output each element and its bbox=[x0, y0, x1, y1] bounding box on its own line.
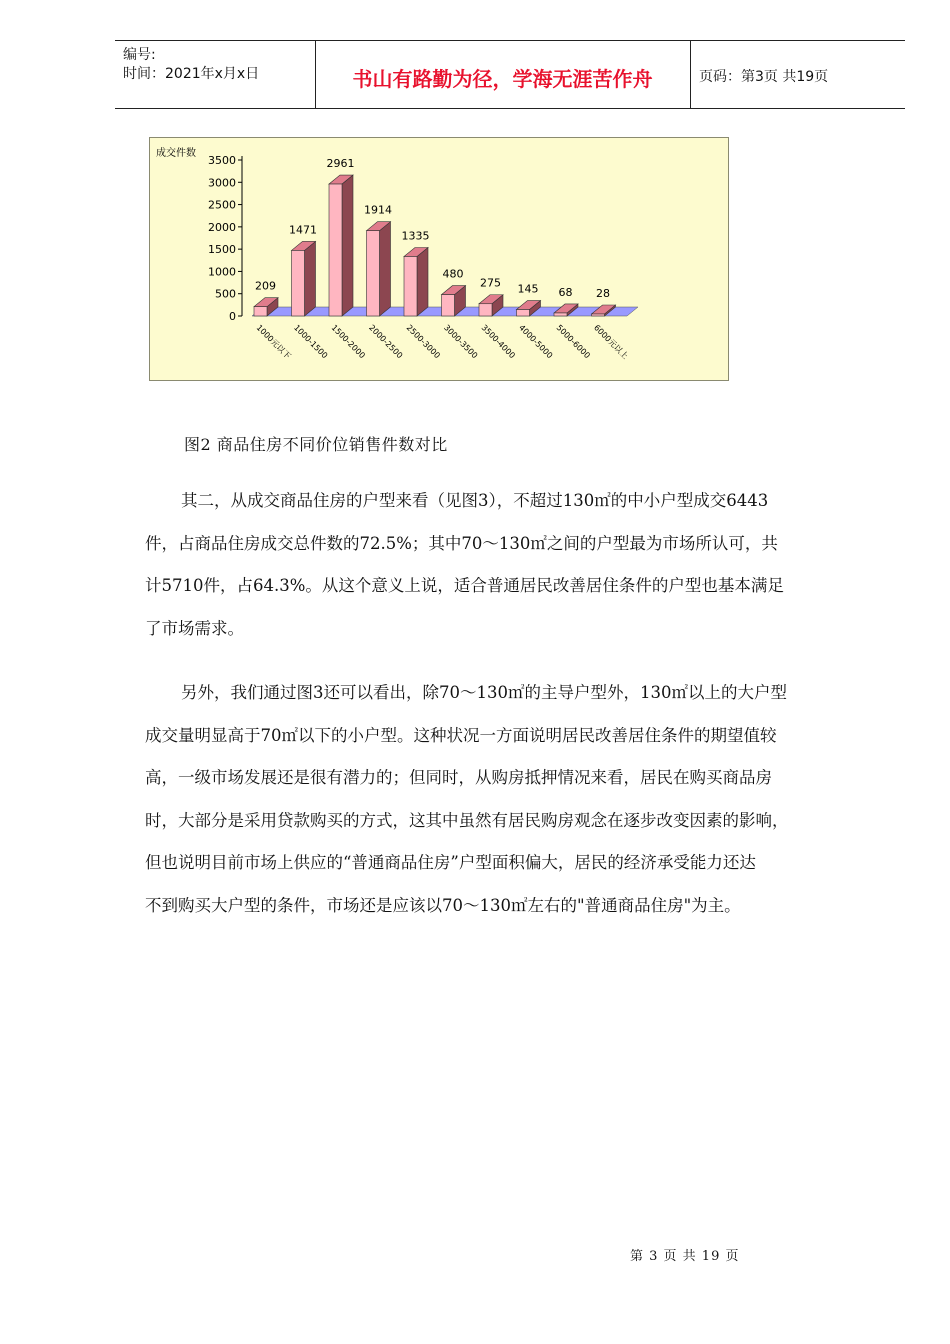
header-page-info: 页码：第3页 共19页 bbox=[699, 69, 829, 85]
chart-bar-side bbox=[417, 247, 428, 316]
chart-y-tick-label: 0 bbox=[229, 310, 236, 323]
chart-bar bbox=[404, 256, 417, 316]
chart-data-label: 275 bbox=[480, 276, 501, 290]
chart-data-label: 28 bbox=[596, 287, 610, 300]
paragraph-large-units bbox=[145, 672, 885, 927]
chart-bar bbox=[442, 295, 455, 316]
header-motto: 书山有路勤为径，学海无涯苦作舟 bbox=[352, 67, 653, 91]
chart-bar bbox=[292, 250, 305, 316]
header-meta-cell bbox=[115, 41, 316, 108]
chart-x-tick-label: 2000-2500 bbox=[367, 323, 405, 361]
chart-y-tick-label: 3500 bbox=[208, 154, 236, 167]
paragraph-line: 计5710件，占64.3%。从这个意义上说，适合普通居民改善居住条件的户型也基本满足 bbox=[145, 576, 784, 595]
paragraph-line: 时，大部分是采用贷款购买的方式，这其中虽然有居民购房观念在逐步改变因素的影响， bbox=[145, 810, 789, 830]
paragraph-line: 其二，从成交商品住房的户型来看（见图3），不超过130㎡的中小户型成交6443 bbox=[181, 491, 769, 510]
chart-y-tick-label: 1000 bbox=[208, 265, 236, 279]
serial-number-label: 编号: bbox=[123, 47, 156, 63]
paragraph-housing-type bbox=[145, 480, 885, 650]
page-footer: 第 3 页 共 19 页 bbox=[630, 1249, 740, 1264]
paragraph-line: 另外，我们通过图3还可以看出，除70～130㎡的主导户型外，130㎡以上的大户型 bbox=[181, 683, 787, 702]
chart-x-tick-label: 2500-3000 bbox=[404, 323, 442, 361]
chart-data-label: 209 bbox=[255, 279, 276, 293]
chart-bar-side bbox=[305, 241, 316, 316]
chart-bar bbox=[254, 307, 267, 316]
chart-y-tick-label: 1500 bbox=[208, 243, 236, 257]
chart-data-label: 1914 bbox=[364, 203, 392, 217]
chart-bar bbox=[367, 231, 380, 316]
chart-ylabel: 成交件数 bbox=[156, 148, 196, 159]
chart-x-tick-label: 5000-6000 bbox=[554, 323, 592, 361]
chart-y-tick-label: 2000 bbox=[208, 220, 236, 234]
chart-y-tick-label: 500 bbox=[215, 287, 236, 301]
chart-x-tick-label: 3500-4000 bbox=[479, 323, 517, 361]
chart-bar bbox=[479, 304, 492, 316]
chart-bar-side bbox=[342, 175, 353, 316]
chart-data-label: 2961 bbox=[326, 157, 355, 171]
chart-bar bbox=[592, 314, 605, 316]
chart-data-label: 68 bbox=[558, 285, 573, 299]
chart-data-label: 1471 bbox=[289, 223, 317, 237]
paragraph-line: 了市场需求。 bbox=[145, 618, 244, 638]
chart-x-tick-label: 1000元以下 bbox=[254, 323, 293, 361]
chart-x-tick-label: 3000-3500 bbox=[442, 323, 480, 361]
paragraph-line: 不到购买大户型的条件，市场还是应该以70～130㎡左右的"普通商品住房"为主。 bbox=[145, 895, 741, 915]
date-label: 时间：2021年x月x日 bbox=[123, 66, 260, 82]
paragraph-line: 高，一级市场发展还是很有潜力的；但同时，从购房抵押情况来看，居民在购买商品房 bbox=[145, 768, 772, 787]
paragraph-line: 件，占商品住房成交总件数的72.5%；其中70～130㎡之间的户型最为市场所认可，共 bbox=[145, 533, 778, 553]
chart-svg bbox=[150, 138, 730, 382]
price-range-bar-chart bbox=[149, 137, 729, 381]
chart-data-label: 480 bbox=[442, 267, 464, 281]
chart-x-tick-label: 1000-1500 bbox=[292, 323, 330, 361]
header-page-cell bbox=[691, 41, 905, 108]
chart-x-tick-label: 6000元以上 bbox=[592, 323, 630, 361]
header-motto-cell bbox=[315, 41, 691, 108]
chart-bar bbox=[554, 313, 567, 316]
figure-caption: 图2 商品住房不同价位销售件数对比 bbox=[184, 435, 448, 454]
paragraph-line: 成交量明显高于70㎡以下的小户型。这种状况一方面说明居民改善居住条件的期望值较 bbox=[145, 725, 777, 745]
chart-bar bbox=[329, 184, 342, 316]
chart-bar bbox=[517, 310, 530, 316]
chart-x-tick-label: 4000-5000 bbox=[517, 323, 555, 361]
chart-y-tick-label: 3000 bbox=[208, 176, 236, 190]
chart-bar-side bbox=[380, 222, 391, 316]
chart-y-tick-label: 2500 bbox=[208, 198, 236, 212]
chart-data-label: 1335 bbox=[401, 229, 430, 243]
page-header bbox=[115, 40, 905, 109]
paragraph-line: 但也说明目前市场上供应的“普通商品住房”户型面积偏大，居民的经济承受能力还达 bbox=[145, 853, 756, 872]
chart-data-label: 145 bbox=[517, 282, 539, 296]
chart-x-tick-label: 1500-2000 bbox=[329, 323, 367, 361]
